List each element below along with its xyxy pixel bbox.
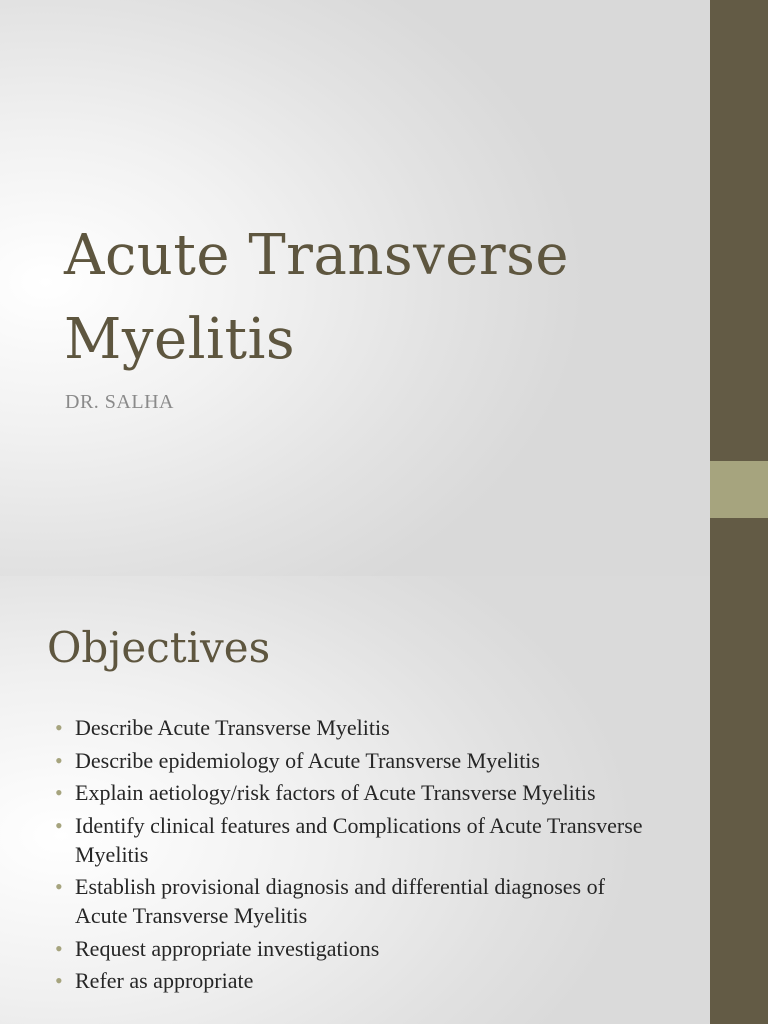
- bullet-icon: •: [55, 968, 63, 993]
- list-item: [55, 713, 655, 742]
- list-item: [55, 778, 655, 807]
- objectives-heading: Objectives: [47, 623, 271, 672]
- bullet-icon: •: [55, 780, 63, 805]
- bullet-icon: •: [55, 812, 63, 838]
- list-item: [55, 811, 655, 869]
- list-item-text: Describe epidemiology of Acute Transverse Myelitis: [75, 747, 540, 773]
- list-item-text: Explain aetiology/risk factors of Acute Transverse Myelitis: [75, 780, 596, 805]
- list-item-text: Identify clinical features and Complications of Acute Transverse Myelitis: [75, 812, 643, 867]
- bullet-icon: •: [55, 715, 63, 740]
- bullet-icon: •: [55, 747, 63, 773]
- slide-title: Acute Transverse Myelitis: [64, 223, 570, 372]
- list-item-text: Refer as appropriate: [75, 968, 254, 993]
- list-item: [55, 934, 655, 963]
- list-item: [55, 746, 655, 775]
- bullet-icon: •: [55, 874, 63, 899]
- bullet-icon: •: [55, 935, 63, 961]
- list-item-text: Request appropriate investigations: [75, 935, 380, 961]
- list-item: [55, 872, 655, 930]
- list-item-text: Describe Acute Transverse Myelitis: [75, 715, 390, 740]
- slide-subtitle: DR. SALHA: [65, 391, 174, 413]
- list-item: [55, 966, 655, 995]
- side-bar-accent: [710, 461, 768, 518]
- objectives-list: [55, 713, 655, 999]
- objectives-slide: [0, 576, 768, 1024]
- list-item-text: Establish provisional diagnosis and differential diagnoses of Acute Transverse Myelitis: [75, 874, 605, 928]
